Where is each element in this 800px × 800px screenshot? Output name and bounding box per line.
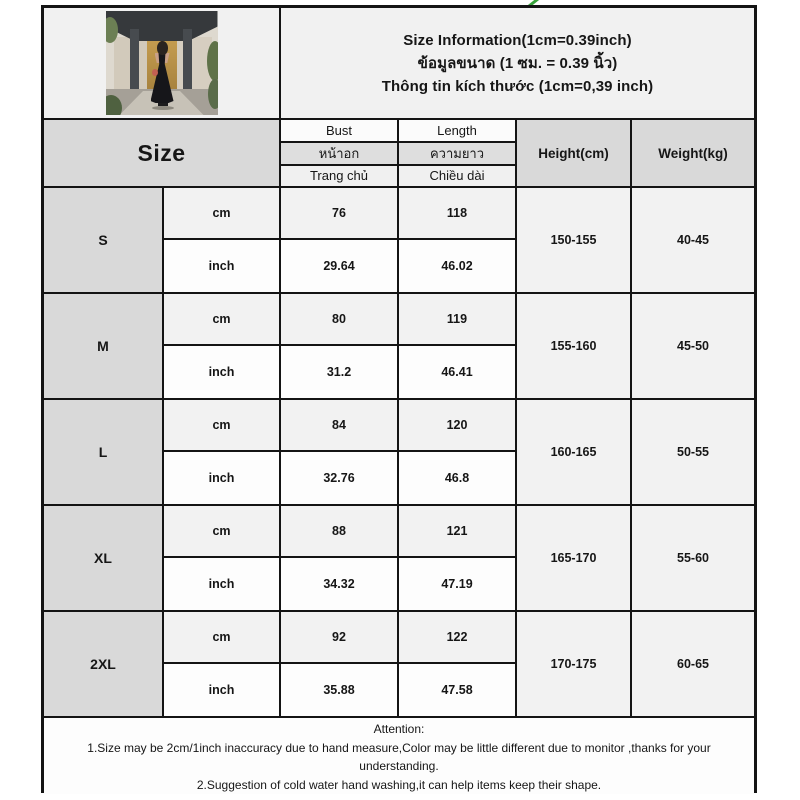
height-range: 170-175 [517,612,630,716]
unit-label-inch: inch [164,664,279,716]
photo-foliage [106,17,118,43]
height-column-header: Height(cm) [517,120,630,186]
photo-pillar [183,29,192,89]
length-cm-value: 120 [399,400,515,450]
weight-range: 60-65 [632,612,754,716]
size-label-2xl: 2XL [44,612,162,716]
bust-inch-value: 34.32 [281,558,397,610]
photo-red-accent [152,69,158,76]
photo-model-head [157,41,168,55]
title-english: Size Information(1cm=0.39inch) [403,31,632,49]
title-thai: ข้อมูลขนาด (1 ซม. = 0.39 นิ้ว) [417,54,618,72]
weight-range: 55-60 [632,506,754,610]
size-chart-table [41,5,757,793]
bust-cm-value: 76 [281,188,397,238]
photo-pillar [130,29,139,91]
bust-cm-value: 84 [281,400,397,450]
unit-label-cm: cm [164,188,279,238]
bust-inch-value: 35.88 [281,664,397,716]
length-header-en: Length [399,120,515,143]
size-label-l: L [44,400,162,504]
bust-inch-value: 32.76 [281,452,397,504]
unit-label-inch: inch [164,452,279,504]
height-range: 165-170 [517,506,630,610]
length-header-th: ความยาว [399,143,515,166]
unit-label-cm: cm [164,612,279,662]
height-range: 150-155 [517,188,630,292]
unit-label-cm: cm [164,294,279,344]
length-inch-value: 46.8 [399,452,515,504]
bust-header-vi: Trang chủ [281,166,397,187]
weight-range: 50-55 [632,400,754,504]
weight-range: 40-45 [632,188,754,292]
size-info-title-block [281,8,754,118]
attention-note-2: 2.Suggestion of cold water hand washing,it can help items keep their shape. [196,777,602,792]
attention-heading: Attention: [373,722,425,736]
length-cm-value: 122 [399,612,515,662]
weight-range: 45-50 [632,294,754,398]
attention-section [44,718,754,794]
size-column-header: Size [44,120,279,186]
product-photo-cell [44,8,279,118]
bust-cm-value: 80 [281,294,397,344]
bust-inch-value: 31.2 [281,346,397,398]
size-label-m: M [44,294,162,398]
photo-model-shadow [152,106,174,110]
length-inch-value: 47.58 [399,664,515,716]
length-header-vi: Chiều dài [399,166,515,187]
unit-label-cm: cm [164,506,279,556]
bust-cm-value: 88 [281,506,397,556]
attention-note-1: 1.Size may be 2cm/1inch inaccuracy due to hand measure,Color may be little different due to monitor ,thanks for your understanding. [87,740,711,773]
length-inch-value: 46.02 [399,240,515,292]
size-label-xl: XL [44,506,162,610]
unit-label-inch: inch [164,240,279,292]
height-range: 155-160 [517,294,630,398]
length-inch-value: 47.19 [399,558,515,610]
bust-inch-value: 29.64 [281,240,397,292]
length-cm-value: 121 [399,506,515,556]
unit-label-cm: cm [164,400,279,450]
bust-cm-value: 92 [281,612,397,662]
product-photo [106,11,218,115]
length-inch-value: 46.41 [399,346,515,398]
length-column-header [399,120,515,186]
weight-column-header: Weight(kg) [632,120,754,186]
size-label-s: S [44,188,162,292]
bust-header-en: Bust [281,120,397,143]
bust-header-th: หน้าอก [281,143,397,166]
length-cm-value: 118 [399,188,515,238]
photo-model-feet [158,103,168,106]
unit-label-inch: inch [164,558,279,610]
title-vietnamese: Thông tin kích thước (1cm=0,39 inch) [381,77,654,95]
bust-column-header [281,120,397,186]
unit-label-inch: inch [164,346,279,398]
height-range: 160-165 [517,400,630,504]
length-cm-value: 119 [399,294,515,344]
